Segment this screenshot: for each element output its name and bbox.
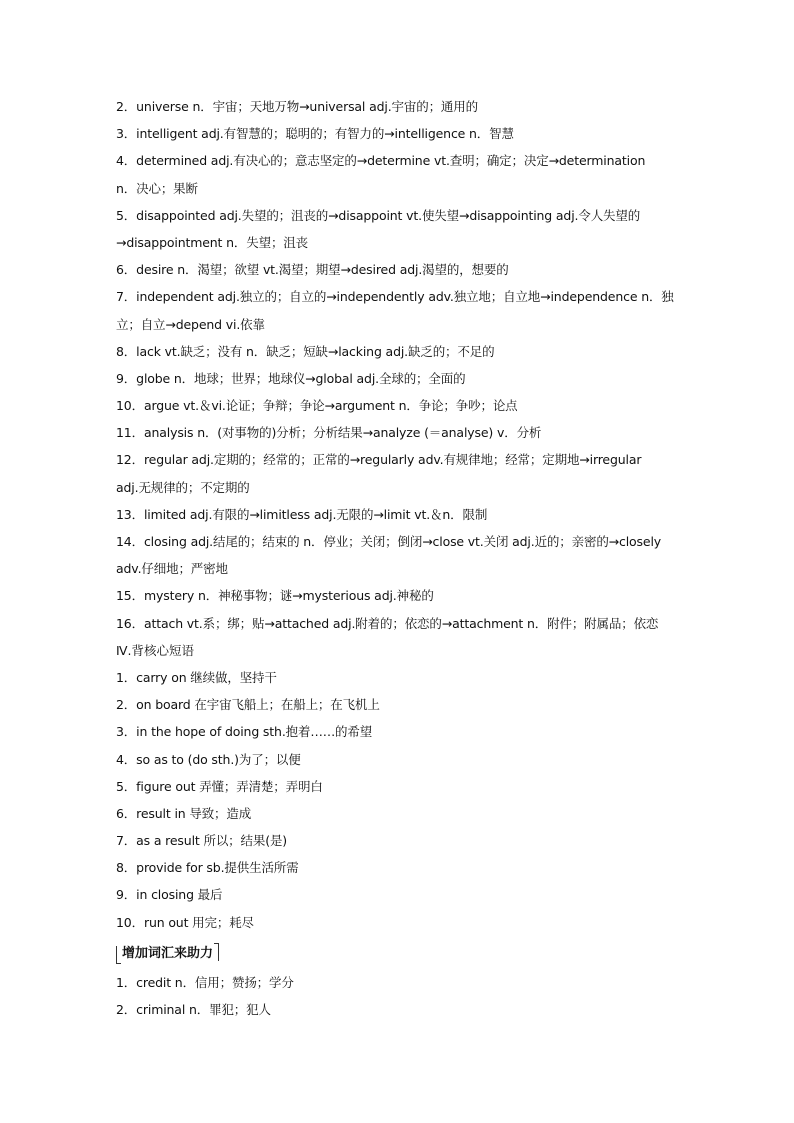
vocab-list (116, 93, 676, 637)
vocab-entry-continuation: →disappointment n．失望；沮丧 (116, 234, 309, 250)
vocab-entry-continuation: adv.仔细地；严密地 (116, 561, 228, 577)
vocab-entry-line: 11．analysis n．(对事物的)分析；分析结果→analyze (＝analyse) v．分析 (116, 425, 542, 441)
vocab-entry-line: 15．mystery n．神秘事物；谜→mysterious adj.神秘的 (116, 588, 434, 604)
phrase-item: 10．run out 用完；耗尽 (116, 914, 254, 930)
vocab-entry (116, 501, 676, 528)
phrase-item: 5．figure out 弄懂；弄清楚；弄明白 (116, 778, 323, 794)
vocab-entry (116, 610, 676, 637)
vocab-entry (116, 392, 676, 419)
vocab-entry (116, 419, 676, 446)
vocab-entry-line: 7．independent adj.独立的；自立的→independently adv.独立地；自立地→independence n．独 (116, 289, 674, 305)
vocab-entry-line: 8．lack vt.缺乏；没有 n．缺乏；短缺→lacking adj.缺乏的；不足的 (116, 343, 495, 359)
vocab-entry (116, 446, 676, 500)
vocab-entry-line: 13．limited adj.有限的→limitless adj.无限的→limit vt.＆n．限制 (116, 506, 488, 522)
phrase-list (116, 664, 676, 936)
vocab-entry-line: 10．argue vt.＆vi.论证；争辩；争论→argument n．争论；争吵；论点 (116, 398, 518, 414)
extra-vocab-heading (116, 940, 676, 967)
vocab-entry-line: 2．universe n．宇宙；天地万物→universal adj.宇宙的；通用的 (116, 99, 478, 114)
vocab-entry-line: 5．disappointed adj.失望的；沮丧的→disappoint vt.使失望→disappointing adj.令人失望的 (116, 207, 641, 223)
extra-vocab-item: 2．criminal n．罪犯；犯人 (116, 1002, 271, 1018)
vocab-entry-continuation: adj.无规律的；不定期的 (116, 479, 250, 495)
vocab-entry (116, 582, 676, 609)
phrase-item: 2．on board 在宇宙飞船上；在船上；在飞机上 (116, 697, 380, 713)
phrase-item: 1．carry on 继续做，坚持干 (116, 669, 277, 685)
phrase-item: 7．as a result 所以；结果(是) (116, 833, 288, 849)
document-content (116, 93, 676, 1023)
phrase-item: 6．result in 导致；造成 (116, 805, 252, 821)
phrase-item: 3．in the hope of doing sth.抱着……的希望 (116, 724, 373, 740)
phrase-item: 8．provide for sb.提供生活所需 (116, 860, 299, 876)
bracketed-title: 增加词汇来助力 (116, 940, 219, 967)
vocab-entry-line: 3．intelligent adj.有智慧的；聪明的；有智力的→intelligence n．智慧 (116, 126, 514, 142)
vocab-entry-continuation: 立；自立→depend vi.依靠 (116, 316, 265, 332)
extra-vocab-item: 1．credit n．信用；赞扬；学分 (116, 975, 294, 990)
vocab-entry-line: 12．regular adj.定期的；经常的；正常的→regularly adv.有规律地；经常；定期地→irregular (116, 452, 642, 468)
vocab-entry-line: 16．attach vt.系；绑；贴→attached adj.附着的；依恋的→attachment n．附件；附属品；依恋 (116, 615, 659, 631)
phrases-heading: Ⅳ.背核心短语 (116, 642, 195, 658)
vocab-entry-line: 4．determined adj.有决心的；意志坚定的→determine vt.查明；确定；决定→determination (116, 153, 646, 169)
vocab-entry (116, 283, 676, 337)
phrase-item: 4．so as to (do sth.)为了；以便 (116, 751, 301, 767)
vocab-entry (116, 256, 676, 283)
extra-vocab-list (116, 969, 676, 1023)
vocab-entry (116, 528, 676, 582)
vocab-entry-line: 9．globe n．地球；世界；地球仪→global adj.全球的；全面的 (116, 370, 466, 386)
vocab-entry-line: 14．closing adj.结尾的；结束的 n．停业；关闭；倒闭→close vt.关闭 adj.近的；亲密的→closely (116, 534, 662, 549)
phrase-item: 9．in closing 最后 (116, 887, 223, 903)
vocab-entry (116, 338, 676, 365)
vocab-entry-continuation: n．决心；果断 (116, 180, 198, 196)
vocab-entry (116, 202, 676, 256)
vocab-entry (116, 120, 676, 147)
vocab-entry-line: 6．desire n．渴望；欲望 vt.渴望；期望→desired adj.渴望的，想要的 (116, 262, 509, 278)
vocab-entry (116, 147, 676, 201)
vocab-entry (116, 365, 676, 392)
vocab-entry (116, 93, 676, 120)
